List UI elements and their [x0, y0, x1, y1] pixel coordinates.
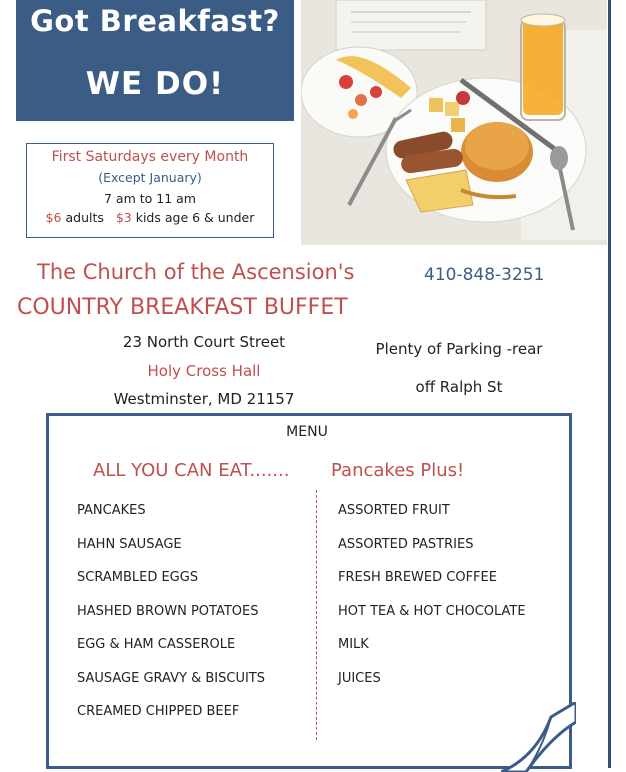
- schedule-prices: [27, 210, 273, 225]
- kid-label: kids age 6 & under: [135, 210, 255, 225]
- page-edge: [608, 0, 611, 768]
- schedule-frequency: First Saturdays every Month: [51, 149, 249, 165]
- header-tagline: WE DO!: [85, 66, 225, 102]
- menu-item: HAHN SAUSAGE: [77, 536, 182, 552]
- parking-note: Plenty of Parking -rear: [375, 340, 543, 358]
- menu-item: HASHED BROWN POTATOES: [77, 603, 259, 619]
- menu-card: [46, 413, 572, 769]
- breakfast-plate-illustration: [301, 0, 607, 245]
- menu-item: ASSORTED FRUIT: [338, 503, 450, 518]
- all-you-can-eat-list: [77, 502, 265, 737]
- event-title: COUNTRY BREAKFAST BUFFET: [17, 295, 348, 320]
- menu-title: MENU: [286, 424, 328, 440]
- phone-number: 410-848-3251: [424, 265, 545, 285]
- pancakes-plus-list: [338, 502, 526, 703]
- menu-item: CREAMED CHIPPED BEEF: [77, 704, 240, 719]
- address-hall: Holy Cross Hall: [147, 362, 261, 380]
- adult-price: $6: [45, 210, 62, 225]
- address-street: 23 North Court Street: [122, 333, 286, 351]
- menu-item: MILK: [338, 637, 369, 652]
- schedule-hours: 7 am to 11 am: [104, 191, 196, 206]
- schedule-box: [26, 143, 274, 238]
- menu-item: FRESH BREWED COFFEE: [338, 570, 497, 585]
- address-city: Westminster, MD 21157: [113, 390, 295, 408]
- menu-item: SAUSAGE GRAVY & BISCUITS: [77, 670, 265, 686]
- menu-item: HOT TEA & HOT CHOCOLATE: [338, 603, 526, 619]
- menu-item: EGG & HAM CASSEROLE: [77, 637, 236, 652]
- all-you-can-eat-heading: ALL YOU CAN EAT.......: [93, 460, 290, 481]
- header-banner: [16, 0, 294, 121]
- adult-label: adults: [65, 210, 104, 225]
- page-curl-icon: [501, 702, 576, 772]
- menu-item: SCRAMBLED EGGS: [77, 570, 199, 585]
- pancakes-plus-heading: Pancakes Plus!: [331, 460, 465, 481]
- menu-item: ASSORTED PASTRIES: [338, 536, 474, 552]
- parking-location: off Ralph St: [415, 378, 503, 396]
- header-headline: Got Breakfast?: [30, 4, 280, 38]
- breakfast-photo: [301, 0, 607, 245]
- schedule-exception: (Except January): [98, 170, 202, 185]
- church-name: The Church of the Ascension's: [37, 260, 355, 284]
- menu-item: JUICES: [338, 670, 381, 686]
- kid-price: $3: [115, 210, 132, 225]
- menu-divider: [316, 490, 317, 740]
- menu-item: PANCAKES: [77, 503, 146, 518]
